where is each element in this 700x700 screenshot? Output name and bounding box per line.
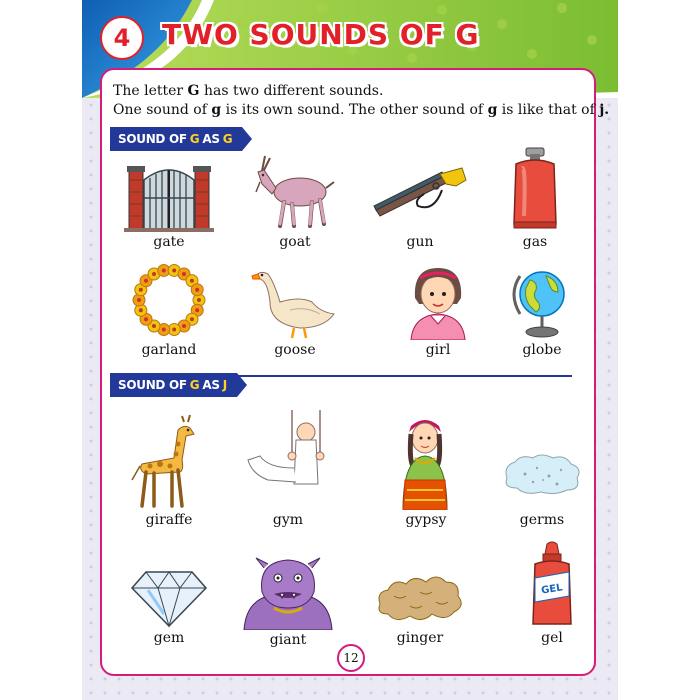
goose-icon bbox=[250, 262, 340, 340]
word-card-gel bbox=[502, 540, 602, 646]
page-margin-right bbox=[618, 0, 700, 700]
word-card-gypsy bbox=[376, 410, 476, 528]
word-card-giraffe bbox=[119, 410, 219, 528]
gun-icon bbox=[370, 150, 470, 232]
gel-icon bbox=[517, 540, 587, 628]
gate-icon bbox=[124, 150, 214, 232]
word-label: gun bbox=[406, 234, 434, 250]
garland-icon bbox=[124, 262, 214, 340]
girl-icon bbox=[403, 262, 473, 340]
page-margin-left bbox=[0, 0, 82, 700]
word-card-gun bbox=[370, 150, 470, 250]
word-card-gate bbox=[119, 150, 219, 250]
word-label: gym bbox=[272, 512, 304, 528]
word-card-gem bbox=[119, 562, 219, 646]
word-label: ginger bbox=[396, 630, 444, 646]
goat-icon bbox=[250, 150, 340, 232]
giraffe-icon bbox=[124, 410, 214, 510]
unit-number-badge: 4 bbox=[100, 16, 144, 60]
globe-icon bbox=[502, 262, 582, 340]
gym-icon bbox=[238, 410, 338, 510]
word-card-germs bbox=[492, 418, 592, 528]
giant-icon bbox=[238, 556, 338, 630]
intro-line-1: The letter G has two different sounds. bbox=[113, 83, 384, 99]
word-card-goose bbox=[245, 262, 345, 358]
word-label: gel bbox=[541, 630, 563, 646]
word-label: goose bbox=[274, 342, 316, 358]
gel-label-text: GEL bbox=[540, 582, 564, 597]
gas-cylinder-icon bbox=[490, 146, 580, 232]
word-label: germs bbox=[519, 512, 565, 528]
intro-line-2: One sound of g is its own sound. The other sound of g is like that of j. bbox=[113, 102, 610, 118]
page-number: 12 bbox=[337, 644, 365, 672]
word-label: gas bbox=[522, 234, 548, 250]
word-label: gem bbox=[153, 630, 185, 646]
germs-icon bbox=[497, 418, 587, 510]
intro-text bbox=[113, 82, 609, 120]
word-card-gym bbox=[238, 410, 338, 528]
word-card-goat bbox=[245, 150, 345, 250]
word-card-gas bbox=[485, 146, 585, 250]
word-label: globe bbox=[522, 342, 562, 358]
word-label: garland bbox=[141, 342, 197, 358]
ginger-icon bbox=[370, 562, 470, 628]
word-label: gate bbox=[153, 234, 185, 250]
section-divider bbox=[110, 375, 572, 377]
section-label-g-as-j: SOUND OF G AS J bbox=[110, 373, 237, 397]
word-card-ginger bbox=[370, 562, 470, 646]
page-title: TWO SOUNDS OF G bbox=[162, 18, 480, 51]
gem-icon bbox=[124, 562, 214, 628]
word-label: goat bbox=[279, 234, 311, 250]
word-card-giant bbox=[238, 556, 338, 648]
word-label: gypsy bbox=[405, 512, 447, 528]
word-label: girl bbox=[425, 342, 451, 358]
gypsy-icon bbox=[381, 410, 471, 510]
word-card-garland bbox=[119, 262, 219, 358]
word-label: giant bbox=[269, 632, 307, 648]
word-card-globe bbox=[492, 262, 592, 358]
word-card-girl bbox=[388, 262, 488, 358]
section-label-g-as-g: SOUND OF G AS G bbox=[110, 127, 242, 151]
word-label: giraffe bbox=[145, 512, 193, 528]
